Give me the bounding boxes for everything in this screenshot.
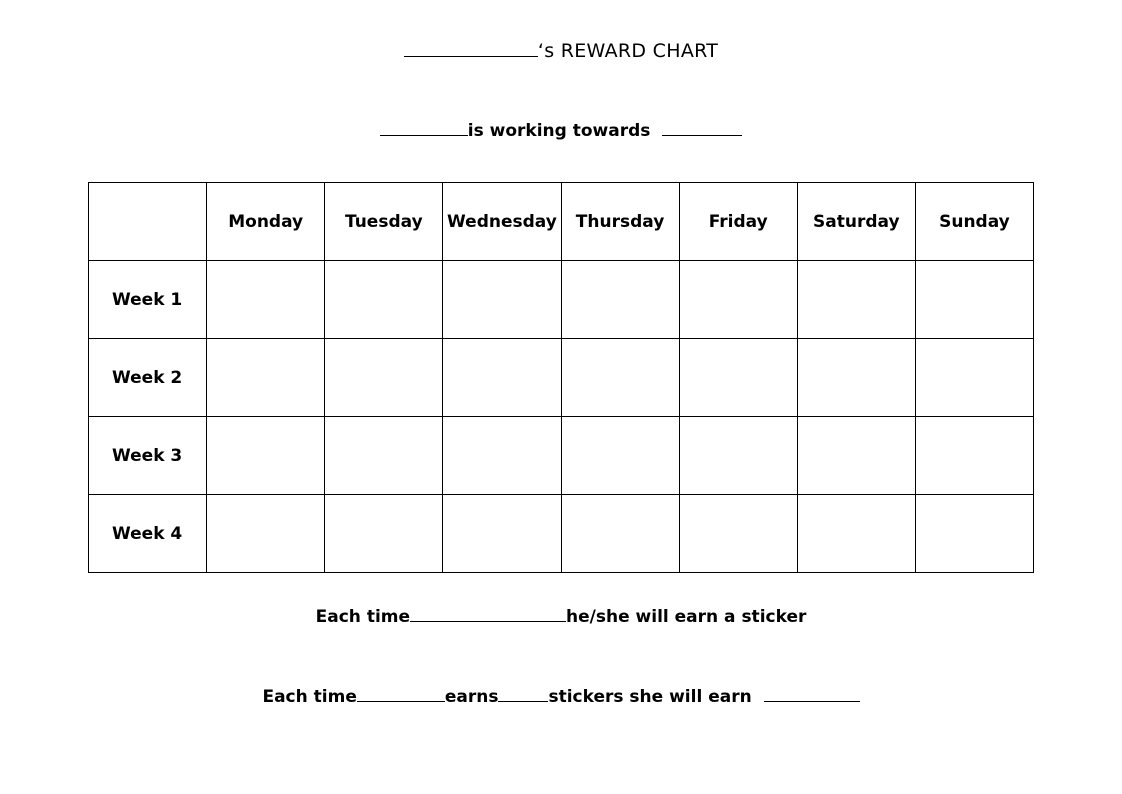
- title-text: ‘s REWARD CHART: [537, 40, 719, 62]
- sticker-cell[interactable]: [207, 495, 325, 573]
- sticker-cell[interactable]: [797, 495, 915, 573]
- child-name-blank[interactable]: [404, 38, 538, 57]
- sticker-cell[interactable]: [797, 339, 915, 417]
- chart-title: [0, 38, 1122, 62]
- week-row: [89, 339, 1034, 417]
- rule-text-end: he/she will earn a sticker: [566, 607, 807, 627]
- sticker-cell[interactable]: [443, 339, 561, 417]
- sticker-cell[interactable]: [561, 261, 679, 339]
- sticker-rule-line: [0, 603, 1122, 627]
- week-row: [89, 495, 1034, 573]
- sticker-cell[interactable]: [443, 261, 561, 339]
- sticker-cell[interactable]: [561, 417, 679, 495]
- sticker-cell[interactable]: [915, 339, 1033, 417]
- day-header: Monday: [207, 183, 325, 261]
- sticker-cell[interactable]: [679, 495, 797, 573]
- reward-rule-line: [0, 683, 1122, 707]
- sticker-cell[interactable]: [443, 417, 561, 495]
- sticker-cell[interactable]: [915, 261, 1033, 339]
- week-label: Week 4: [89, 495, 207, 573]
- week-label: Week 3: [89, 417, 207, 495]
- sticker-cell[interactable]: [207, 417, 325, 495]
- sticker-cell[interactable]: [679, 261, 797, 339]
- sticker-cell[interactable]: [915, 495, 1033, 573]
- week-row: [89, 417, 1034, 495]
- sticker-cell[interactable]: [797, 417, 915, 495]
- goal-line: [0, 117, 1122, 141]
- day-header: Thursday: [561, 183, 679, 261]
- day-header: Saturday: [797, 183, 915, 261]
- sticker-cell[interactable]: [443, 495, 561, 573]
- week-label: Week 1: [89, 261, 207, 339]
- earner-name-blank[interactable]: [357, 683, 445, 702]
- sticker-cell[interactable]: [325, 495, 443, 573]
- sticker-cell[interactable]: [207, 339, 325, 417]
- sticker-cell[interactable]: [915, 417, 1033, 495]
- day-header: Friday: [679, 183, 797, 261]
- reward-grid: [88, 182, 1034, 573]
- sticker-cell[interactable]: [325, 261, 443, 339]
- working-name-blank[interactable]: [380, 117, 468, 136]
- day-header: Tuesday: [325, 183, 443, 261]
- reward-text-stickers: stickers she will earn: [548, 687, 752, 707]
- goal-text: is working towards: [467, 121, 651, 141]
- day-header: Sunday: [915, 183, 1033, 261]
- rule-text-start: Each time: [315, 607, 411, 627]
- week-label: Week 2: [89, 339, 207, 417]
- reward-text-start: Each time: [262, 687, 357, 707]
- day-header: Wednesday: [443, 183, 561, 261]
- sticker-cell[interactable]: [679, 339, 797, 417]
- sticker-cell[interactable]: [679, 417, 797, 495]
- sticker-cell[interactable]: [797, 261, 915, 339]
- sticker-cell[interactable]: [561, 339, 679, 417]
- reward-text-earns: earns: [444, 687, 499, 707]
- corner-cell: [89, 183, 207, 261]
- final-reward-blank[interactable]: [764, 683, 860, 702]
- sticker-cell[interactable]: [207, 261, 325, 339]
- day-header-row: [89, 183, 1034, 261]
- sticker-cell[interactable]: [325, 417, 443, 495]
- week-row: [89, 261, 1034, 339]
- sticker-cell[interactable]: [325, 339, 443, 417]
- behaviour-blank[interactable]: [410, 603, 566, 622]
- sticker-cell[interactable]: [561, 495, 679, 573]
- sticker-count-blank[interactable]: [498, 683, 548, 702]
- reward-goal-blank[interactable]: [662, 117, 742, 136]
